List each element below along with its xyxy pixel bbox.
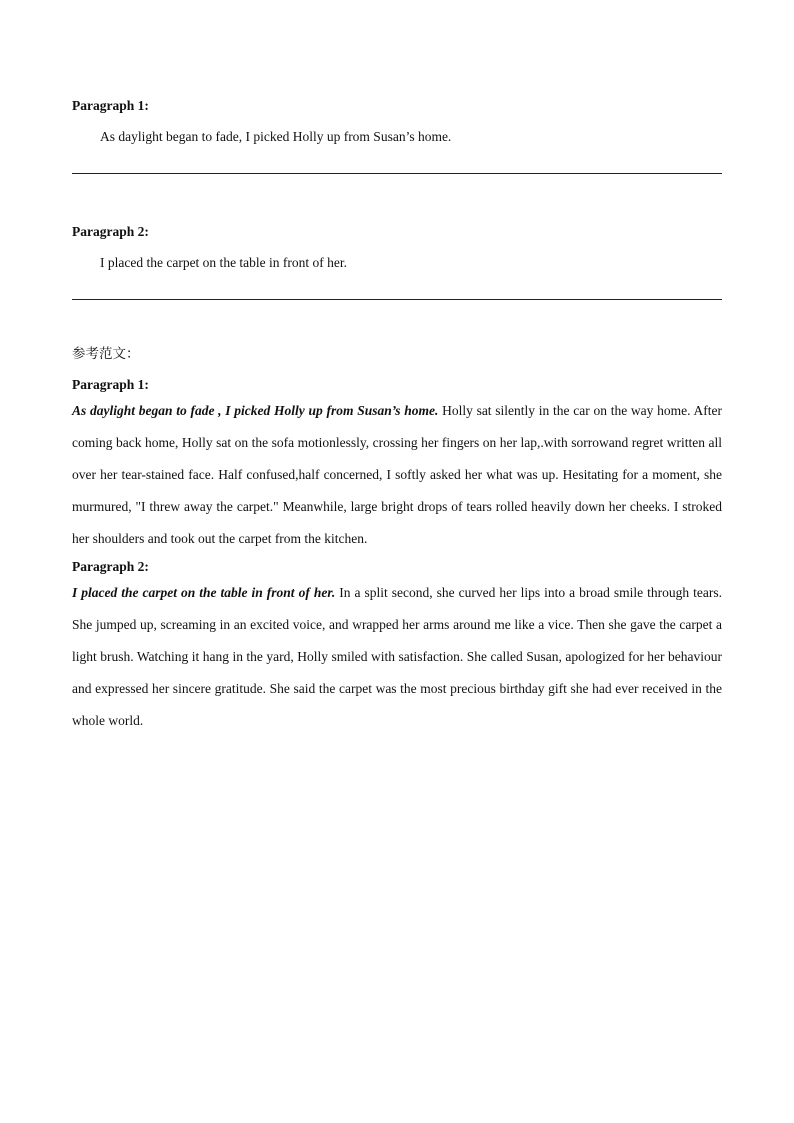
reference-paragraph-1-body: Holly sat silently in the car on the way home. After coming back home, Holly sat on the sofa motionlessly, crossing her fingers on her lap,.with sorrowand regret written all over her tear-stained face. Half confused,half concerned, I softly asked her what was up. Hesitating for a moment, she murmured, "I threw away the carpet." Meanwhile, large bright drops of tears rolled heavily down her cheeks. I stroked her shoulders and took out the carpet from the kitchen. <box>72 403 722 546</box>
reference-paragraph-2-lead: I placed the carpet on the table in front of her. <box>72 585 336 600</box>
prompt-paragraph-1-heading: Paragraph 1: <box>72 98 149 113</box>
reference-paragraph-1-heading: Paragraph 1: <box>72 377 149 392</box>
prompt-paragraph-2-starter: I placed the carpet on the table in front of her. <box>100 255 348 270</box>
reference-paragraph-1-lead: As daylight began to fade , I picked Holly up from Susan’s home. <box>72 403 439 418</box>
prompt-paragraph-2-heading: Paragraph 2: <box>72 224 149 239</box>
reference-paragraph-2-body: In a split second, she curved her lips into a broad smile through tears. She jumped up, screaming in an excited voice, and wrapped her arms around me like a vice. Then she gave the carpet a light brush. Watching it hang in the yard, Holly smiled with satisfaction. She called Susan, apologized for her behaviour and expressed her sincere gratitude. She said the carpet was the most precious birthday gift she had ever received in the whole world. <box>72 585 722 728</box>
reference-paragraph-2 <box>72 577 722 737</box>
reference-paragraph-2-heading: Paragraph 2: <box>72 559 149 574</box>
document-page <box>72 96 722 737</box>
reference-essay-title: 参考范文： <box>72 346 140 361</box>
prompt-paragraph-1-starter: As daylight began to fade, I picked Holly up from Susan’s home. <box>100 129 452 144</box>
reference-paragraph-1 <box>72 395 722 555</box>
